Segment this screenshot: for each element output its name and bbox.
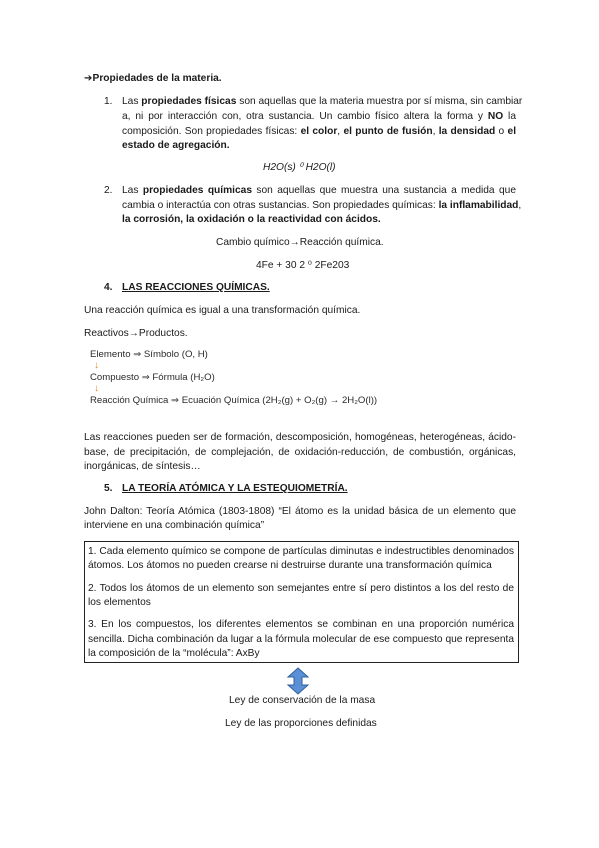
scheme-row-reaccion: Reacción Química ⇒ Ecuación Química (2H₂(g) + O₂(g) → 2H₂O(l)) — [90, 395, 378, 406]
postulate2-line2: los elementos — [88, 597, 151, 608]
cambio-quimico: Cambio químico→Reacción química. — [216, 237, 384, 248]
dalton-line2: interviene en una combinación química” — [84, 520, 265, 531]
section5-number: 5. — [104, 483, 113, 494]
props-heading: ➔Propiedades de la materia. — [84, 73, 222, 84]
reactivos-productos: Reactivos→Productos. — [84, 328, 188, 339]
tipos-line3: inorgánicas, de síntesis… — [84, 461, 201, 472]
equation-water: H2O(s) ⁰ H2O(l) — [263, 162, 336, 173]
item2-line2: cambia o interactúa con otras sustancias. Son propiedades químicas: la inflamabilidad, — [122, 200, 522, 211]
section4-title: LAS REACCIONES QUÍMICAS. — [122, 282, 270, 293]
reaccion-definition: Una reacción química es igual a una transformación química. — [84, 305, 361, 316]
item1-line2: a, ni por interacción con, otra sustancia. Un cambio físico altera la forma y NO la — [122, 111, 516, 122]
postulate1-line2: átomos. Los átomos no pueden crearse ni destruirse durante una transformación química — [88, 560, 492, 571]
up-down-arrow-icon — [286, 667, 310, 695]
scheme-row-compuesto: Compuesto ⇒ Fórmula (H₂O) — [90, 372, 215, 383]
right-arrow-icon: ➔ — [84, 73, 93, 84]
tipos-line2: base, de precipitación, de complejación, de oxidación-reducción, de combustión, orgánicas, — [84, 447, 516, 458]
item2-line3: la corrosión, la oxidación o la reactividad con ácidos. — [122, 214, 381, 225]
postulate2-line1: 2. Todos los átomos de un elemento son semejantes entre sí pero distintos a los del resto de — [88, 583, 514, 594]
postulate3-line3: la composición de la “molécula”: AxBy — [88, 648, 260, 659]
item1-line4: estado de agregación. — [122, 140, 230, 151]
item1-number: 1. — [104, 96, 113, 107]
section4-number: 4. — [104, 282, 113, 293]
section5-title: LA TEORÍA ATÓMICA Y LA ESTEQUIOMETRÍA. — [122, 483, 348, 494]
ley-proporciones: Ley de las proporciones definidas — [225, 718, 377, 729]
scheme-row-elemento: Elemento ⇒ Símbolo (O, H) — [90, 349, 208, 360]
tipos-line1: Las reacciones pueden ser de formación, descomposición, homogéneas, heterogéneas, ácido- — [84, 432, 516, 443]
down-arrow-icon: ↓ — [94, 383, 99, 394]
item2-line1: Las propiedades químicas son aquellas que muestra una sustancia a medida que — [122, 185, 516, 196]
item2-number: 2. — [104, 185, 113, 196]
postulate1-line1: 1. Cada elemento químico se compone de partículas diminutas e indestructibles denominados — [88, 546, 514, 557]
item1-line3: composición. Son propiedades físicas: el color, el punto de fusión, la densidad o el — [122, 126, 517, 137]
equation-iron: 4Fe + 30 2 ⁰ 2Fe203 — [256, 260, 350, 271]
postulate3-line1: 3. En los compuestos, los diferentes elementos se combinan en una proporción numérica — [88, 619, 514, 630]
dalton-line1: John Dalton: Teoría Atómica (1803-1808) “El átomo es la unidad básica de un elemento que — [84, 506, 516, 517]
ley-conservacion: Ley de conservación de la masa — [229, 695, 376, 706]
postulate3-line2: sencilla. Dicha combinación da lugar a la fórmula molecular de ese compuesto que representa — [88, 634, 514, 645]
down-arrow-icon: ↓ — [94, 360, 99, 371]
item1-line1: Las propiedades físicas son aquellas que la materia muestra por sí misma, sin cambiar — [122, 96, 523, 107]
